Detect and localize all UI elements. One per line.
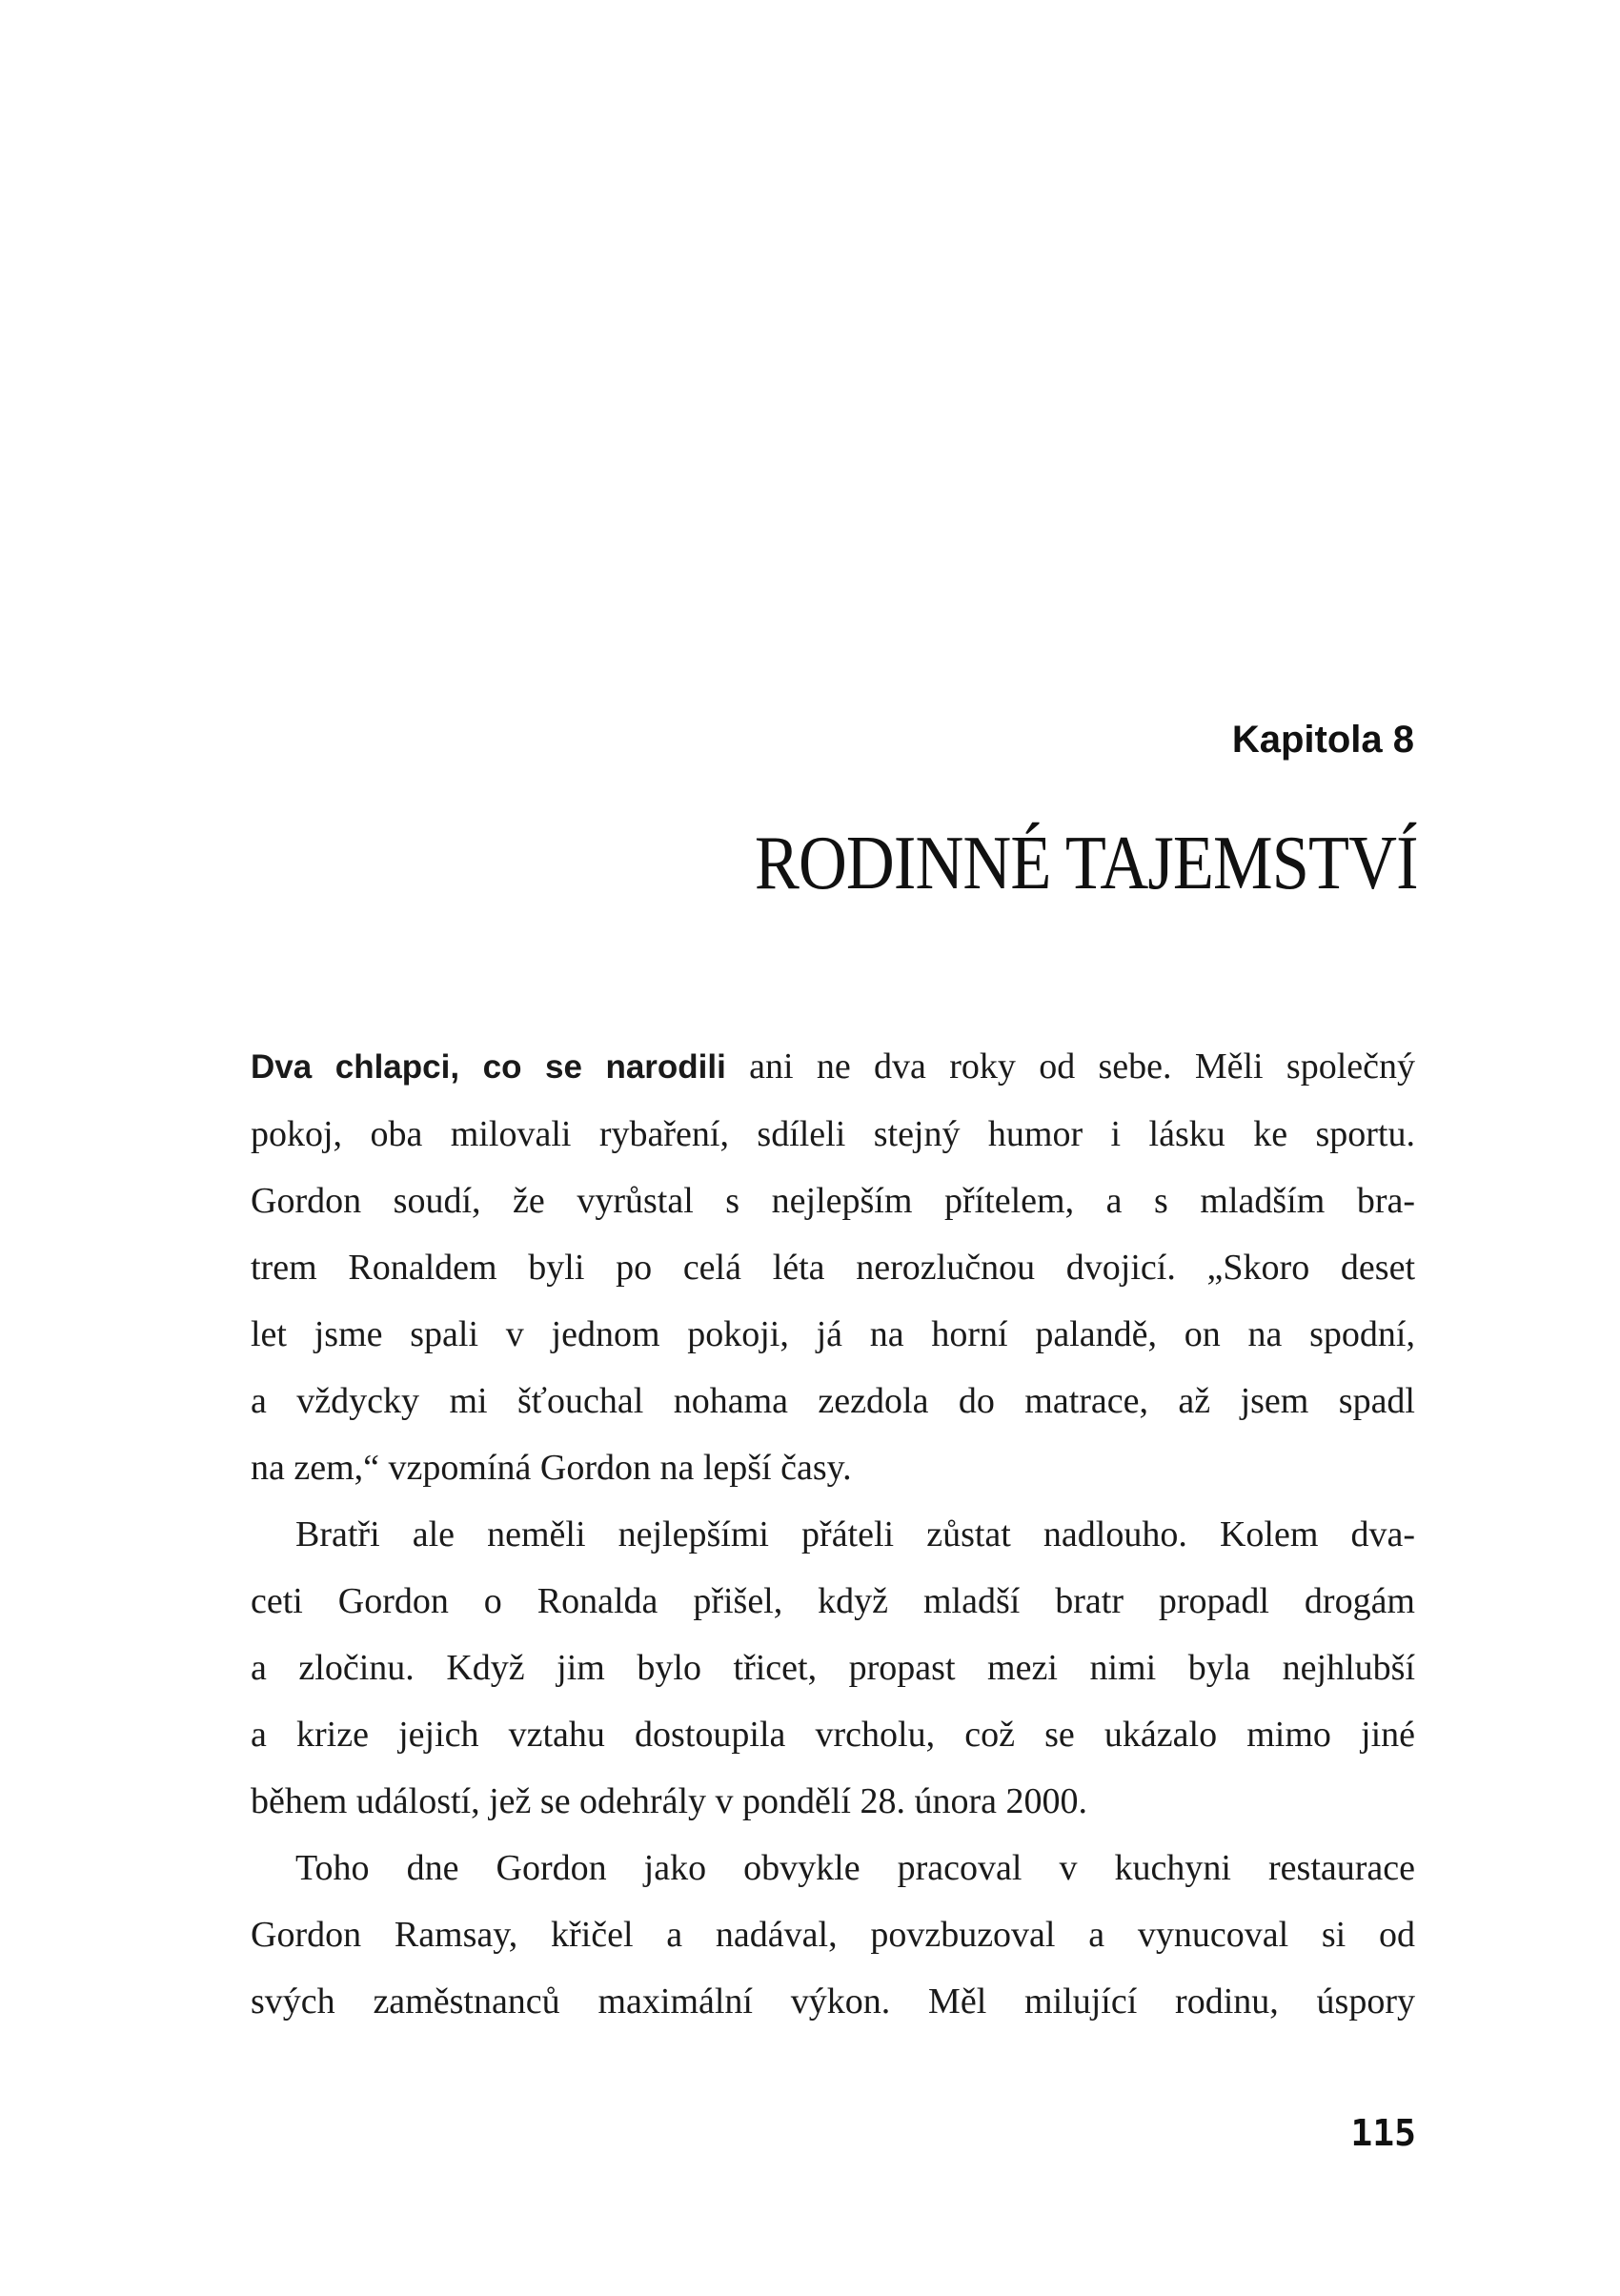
paragraph-2-line-2: ceti Gordon o Ronalda přišel, když mladší bratr propadl drogám	[251, 1581, 1415, 1621]
paragraph-3-line-2: Gordon Ramsay, křičel a nadával, povzbuzoval a vynucoval si od	[251, 1915, 1415, 1955]
paragraph-3-line-3: svých zaměstnanců maximální výkon. Měl milující rodinu, úspory	[251, 1981, 1415, 2022]
paragraph-3	[251, 1835, 1415, 2035]
paragraph-1-line-5: let jsme spali v jednom pokoji, já na horní palandě, on na spodní,	[251, 1314, 1415, 1354]
paragraph-2-line-4: a krize jejich vztahu dostoupila vrcholu, což se ukázalo mimo jiné	[251, 1715, 1415, 1755]
paragraph-1-line-7: na zem,“ vzpomíná Gordon na lepší časy.	[251, 1448, 852, 1488]
lead-in-text: Dva chlapci, co se narodili	[251, 1048, 726, 1086]
paragraph-2	[251, 1501, 1415, 1835]
body-text	[251, 1033, 1415, 2035]
paragraph-1-line-6: a vždycky mi šťouchal nohama zezdola do matrace, až jsem spadl	[251, 1381, 1415, 1421]
paragraph-2-line-3: a zločinu. Když jim bylo třicet, propast mezi nimi byla nejhlubší	[251, 1648, 1415, 1688]
paragraph-1-line-4: trem Ronaldem byli po celá léta nerozlučnou dvojicí. „Skoro deset	[251, 1248, 1415, 1288]
paragraph-1-line-2: pokoj, oba milovali rybaření, sdíleli stejný humor i lásku ke sportu.	[251, 1114, 1415, 1154]
paragraph-1-line-3: Gordon soudí, že vyrůstal s nejlepším přítelem, a s mladším bra-	[251, 1181, 1415, 1221]
chapter-title: RODINNÉ TAJEMSTVÍ	[755, 822, 1418, 905]
paragraph-1-line-1-text: ani ne dva roky od sebe. Měli společný	[725, 1046, 1415, 1087]
paragraph-1	[251, 1033, 1415, 1501]
paragraph-2-line-5: během událostí, jež se odehrály v pondělí 28. února 2000.	[251, 1781, 1088, 1821]
paragraph-3-line-1: Toho dne Gordon jako obvykle pracoval v kuchyni restaurace	[295, 1848, 1415, 1888]
chapter-label: Kapitola 8	[1231, 719, 1414, 761]
paragraph-2-line-1: Bratři ale neměli nejlepšími přáteli zůstat nadlouho. Kolem dva-	[295, 1514, 1415, 1554]
paragraph-1-line-1	[251, 1033, 1415, 1101]
page-number: 115	[1350, 2112, 1416, 2154]
